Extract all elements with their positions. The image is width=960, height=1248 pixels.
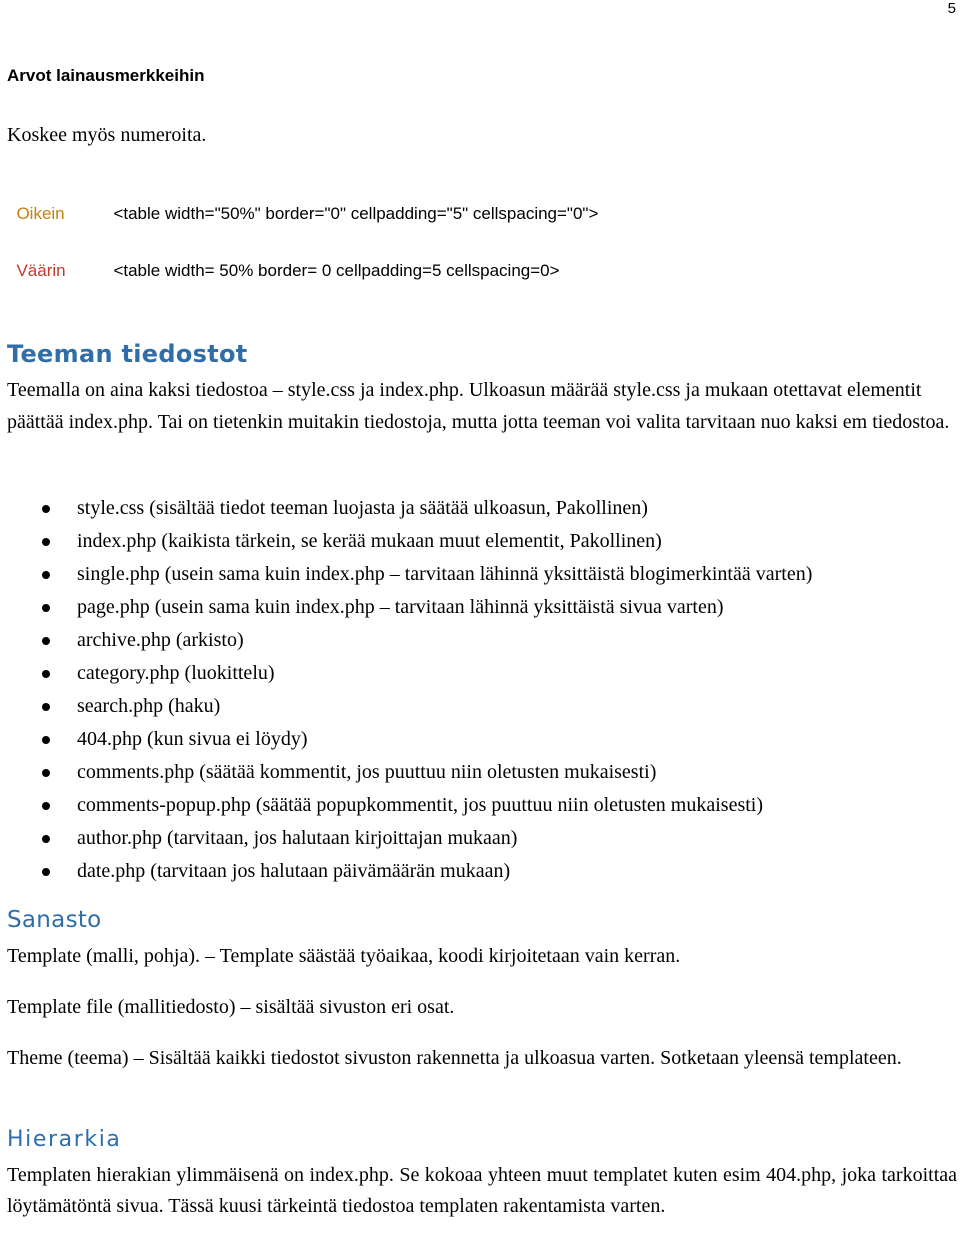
theme-files-list	[0, 492, 812, 888]
list-item	[0, 624, 812, 657]
list-item	[0, 822, 812, 855]
list-item	[0, 690, 812, 723]
bullet-icon	[42, 670, 50, 678]
bullet-icon	[42, 769, 50, 777]
correct-code: <table width="50%" border="0" cellpadding="5" cellspacing="0">	[113, 204, 599, 223]
list-item-text: single.php (usein sama kuin index.php – tarvitaan lähinnä yksittäistä blogimerkintää varten)	[77, 563, 813, 585]
bullet-icon	[42, 505, 50, 513]
quotes-note: Koskee myös numeroita.	[7, 124, 207, 146]
theme-files-heading: Teeman tiedostot	[7, 340, 248, 368]
bullet-icon	[42, 835, 50, 843]
theme-files-intro: Teemalla on aina kaksi tiedostoa – style.css ja index.php. Ulkoasun määrää style.css ja mukaan otettavat elementit päättää index.php. Tai on tietenkin muitakin tiedostoja, mutta jotta teeman voi valita tarvitaan nuo kaksi em tiedostoa.	[7, 379, 950, 433]
bullet-icon	[42, 802, 50, 810]
list-item-text: category.php (luokittelu)	[77, 662, 275, 684]
list-item-text: search.php (haku)	[77, 695, 221, 717]
list-item	[0, 789, 812, 822]
page-number: 5	[947, 0, 956, 17]
list-item-text: page.php (usein sama kuin index.php – tarvitaan lähinnä yksittäistä sivua varten)	[77, 596, 724, 618]
bullet-icon	[42, 868, 50, 876]
wrong-code: <table width= 50% border= 0 cellpadding=5 cellspacing=0>	[113, 261, 560, 280]
list-item-text: 404.php (kun sivua ei löydy)	[77, 728, 308, 750]
list-item-text: date.php (tarvitaan jos halutaan päivämäärän mukaan)	[77, 860, 511, 882]
list-item	[0, 756, 812, 789]
bullet-icon	[42, 703, 50, 711]
wrong-label: Väärin	[16, 261, 66, 280]
bullet-icon	[42, 736, 50, 744]
glossary-theme: Theme (teema) – Sisältää kaikki tiedostot sivuston rakennetta ja ulkoasua varten. Sotketaan yleensä templateen.	[7, 1047, 902, 1069]
correct-example-row	[7, 184, 598, 224]
list-item-text: style.css (sisältää tiedot teeman luojasta ja säätää ulkoasun, Pakollinen)	[77, 497, 648, 519]
glossary-template: Template (malli, pohja). – Template säästää työaikaa, koodi kirjoitetaan vain kerran.	[7, 945, 681, 967]
list-item	[0, 591, 812, 624]
list-item-text: archive.php (arkisto)	[77, 629, 244, 651]
correct-label: Oikein	[16, 204, 65, 223]
list-item-text: index.php (kaikista tärkein, se kerää mukaan muut elementit, Pakollinen)	[77, 530, 662, 552]
list-item	[0, 558, 812, 591]
hierarchy-text: Templaten hierakian ylimmäisenä on index.php. Se kokoaa yhteen muut templatet kuten esim 404.php, joka tarkoittaa löytämätöntä sivua. Tässä kuusi tärkeintä tiedostoa templaten rakentamista varten.	[7, 1164, 957, 1217]
list-item-text: author.php (tarvitaan, jos halutaan kirjoittajan mukaan)	[77, 827, 518, 849]
bullet-icon	[42, 538, 50, 546]
bullet-icon	[42, 637, 50, 645]
list-item	[0, 657, 812, 690]
list-item	[0, 525, 812, 558]
bullet-icon	[42, 571, 50, 579]
glossary-heading: Sanasto	[7, 907, 102, 933]
list-item	[0, 492, 812, 525]
list-item-text: comments.php (säätää kommentit, jos puuttuu niin oletusten mukaisesti)	[77, 761, 657, 783]
glossary-template-file: Template file (mallitiedosto) – sisältää sivuston eri osat.	[7, 996, 455, 1018]
list-item-text: comments-popup.php (säätää popupkommentit, jos puuttuu niin oletusten mukaisesti)	[77, 794, 764, 816]
list-item	[0, 723, 812, 756]
bullet-icon	[42, 604, 50, 612]
quotes-heading: Arvot lainausmerkkeihin	[7, 66, 205, 85]
list-item	[0, 855, 812, 888]
hierarchy-heading: Hierarkia	[7, 1127, 122, 1152]
wrong-example-row	[7, 241, 560, 281]
